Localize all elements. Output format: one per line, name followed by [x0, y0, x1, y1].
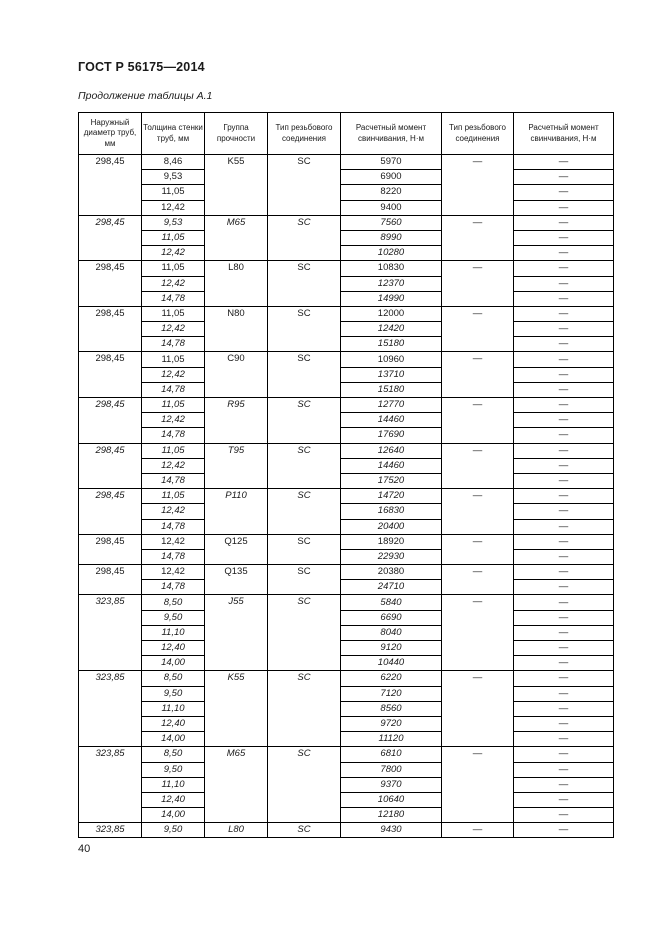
- cell-diameter: 298,45: [79, 261, 142, 307]
- cell-torque: 9370: [341, 777, 442, 792]
- cell-connection-2: —: [442, 443, 514, 489]
- cell-thickness: 12,42: [142, 565, 205, 580]
- cell-thickness: 12,42: [142, 246, 205, 261]
- cell-torque-2: —: [514, 428, 614, 443]
- table-row: [79, 656, 614, 671]
- table-row: [79, 777, 614, 792]
- table-row: [79, 382, 614, 397]
- cell-torque-2: —: [514, 276, 614, 291]
- header-makeup-torque-2: Расчетный момент свинчивания, Н·м: [514, 113, 614, 155]
- cell-torque: 5970: [341, 155, 442, 170]
- cell-torque-2: —: [514, 367, 614, 382]
- cell-torque: 10640: [341, 792, 442, 807]
- cell-torque: 9430: [341, 823, 442, 838]
- table-row: [79, 246, 614, 261]
- cell-connection-2: —: [442, 489, 514, 535]
- cell-torque: 17690: [341, 428, 442, 443]
- cell-thickness: 12,40: [142, 716, 205, 731]
- cell-diameter: 323,85: [79, 823, 142, 838]
- cell-connection: SC: [268, 595, 341, 671]
- header-outer-diameter: Наружный диаметр труб, мм: [79, 113, 142, 155]
- cell-torque-2: —: [514, 762, 614, 777]
- cell-torque-2: —: [514, 246, 614, 261]
- cell-torque-2: —: [514, 716, 614, 731]
- cell-connection: SC: [268, 565, 341, 595]
- cell-torque: 24710: [341, 580, 442, 595]
- cell-torque: 14460: [341, 413, 442, 428]
- cell-torque: 22930: [341, 549, 442, 564]
- header-strength-group: Группа прочности: [205, 113, 268, 155]
- cell-torque-2: —: [514, 489, 614, 504]
- table-header-row: [79, 113, 614, 155]
- cell-connection-2: —: [442, 398, 514, 444]
- cell-torque-2: —: [514, 337, 614, 352]
- cell-connection-2: —: [442, 671, 514, 747]
- cell-diameter: 298,45: [79, 306, 142, 352]
- cell-connection: SC: [268, 747, 341, 823]
- cell-thickness: 14,78: [142, 291, 205, 306]
- cell-torque-2: —: [514, 747, 614, 762]
- header-connection-type: Тип резьбового соединения: [268, 113, 341, 155]
- cell-grade: P110: [205, 489, 268, 535]
- cell-connection: SC: [268, 155, 341, 216]
- cell-connection: SC: [268, 443, 341, 489]
- cell-torque-2: —: [514, 534, 614, 549]
- table-row: [79, 823, 614, 838]
- cell-thickness: 12,42: [142, 413, 205, 428]
- cell-torque: 7800: [341, 762, 442, 777]
- cell-connection: SC: [268, 352, 341, 398]
- cell-torque: 7120: [341, 686, 442, 701]
- table-row: [79, 443, 614, 458]
- cell-thickness: 8,50: [142, 747, 205, 762]
- cell-torque-2: —: [514, 656, 614, 671]
- table-row: [79, 762, 614, 777]
- cell-thickness: 14,78: [142, 473, 205, 488]
- cell-torque-2: —: [514, 580, 614, 595]
- table-row: [79, 489, 614, 504]
- cell-torque: 20380: [341, 565, 442, 580]
- cell-torque: 9720: [341, 716, 442, 731]
- cell-torque: 6220: [341, 671, 442, 686]
- header-connection-type-2: Тип резьбового соединения: [442, 113, 514, 155]
- cell-torque: 8040: [341, 625, 442, 640]
- cell-grade: M65: [205, 747, 268, 823]
- cell-torque-2: —: [514, 306, 614, 321]
- table-row: [79, 155, 614, 170]
- cell-thickness: 14,00: [142, 732, 205, 747]
- cell-torque: 6900: [341, 170, 442, 185]
- cell-connection-2: —: [442, 747, 514, 823]
- cell-torque-2: —: [514, 808, 614, 823]
- cell-torque-2: —: [514, 215, 614, 230]
- cell-connection: SC: [268, 398, 341, 444]
- table-row: [79, 200, 614, 215]
- cell-thickness: 11,05: [142, 230, 205, 245]
- cell-thickness: 12,40: [142, 641, 205, 656]
- cell-torque-2: —: [514, 322, 614, 337]
- table-row: [79, 686, 614, 701]
- cell-torque-2: —: [514, 473, 614, 488]
- cell-thickness: 14,78: [142, 519, 205, 534]
- cell-thickness: 11,05: [142, 352, 205, 367]
- cell-torque-2: —: [514, 823, 614, 838]
- cell-connection-2: —: [442, 155, 514, 216]
- table-row: [79, 473, 614, 488]
- cell-thickness: 12,42: [142, 276, 205, 291]
- cell-torque: 15180: [341, 337, 442, 352]
- cell-thickness: 9,50: [142, 823, 205, 838]
- table-row: [79, 215, 614, 230]
- table-row: [79, 747, 614, 762]
- data-table: [78, 112, 614, 838]
- cell-diameter: 298,45: [79, 443, 142, 489]
- cell-torque: 14720: [341, 489, 442, 504]
- cell-torque: 12370: [341, 276, 442, 291]
- table-row: [79, 565, 614, 580]
- table-caption: Продолжение таблицы А.1: [78, 90, 213, 102]
- cell-torque-2: —: [514, 230, 614, 245]
- cell-grade: Q125: [205, 534, 268, 564]
- cell-diameter: 323,85: [79, 747, 142, 823]
- cell-torque: 13710: [341, 367, 442, 382]
- cell-thickness: 12,42: [142, 534, 205, 549]
- cell-connection: SC: [268, 306, 341, 352]
- table-row: [79, 276, 614, 291]
- table-row: [79, 504, 614, 519]
- cell-torque: 8220: [341, 185, 442, 200]
- cell-thickness: 14,78: [142, 549, 205, 564]
- cell-torque: 6810: [341, 747, 442, 762]
- cell-thickness: 11,10: [142, 625, 205, 640]
- table-row: [79, 808, 614, 823]
- table-row: [79, 291, 614, 306]
- cell-thickness: 11,05: [142, 261, 205, 276]
- cell-torque-2: —: [514, 732, 614, 747]
- cell-torque: 7560: [341, 215, 442, 230]
- cell-torque-2: —: [514, 200, 614, 215]
- cell-torque-2: —: [514, 458, 614, 473]
- cell-thickness: 12,42: [142, 367, 205, 382]
- cell-grade: L80: [205, 261, 268, 307]
- cell-torque-2: —: [514, 701, 614, 716]
- cell-torque-2: —: [514, 443, 614, 458]
- cell-torque-2: —: [514, 413, 614, 428]
- cell-diameter: 323,85: [79, 671, 142, 747]
- cell-torque-2: —: [514, 595, 614, 610]
- table-row: [79, 625, 614, 640]
- table-row: [79, 732, 614, 747]
- cell-torque-2: —: [514, 792, 614, 807]
- cell-connection: SC: [268, 215, 341, 261]
- cell-connection: SC: [268, 823, 341, 838]
- table-row: [79, 671, 614, 686]
- cell-connection-2: —: [442, 215, 514, 261]
- cell-connection-2: —: [442, 595, 514, 671]
- table-row: [79, 367, 614, 382]
- table-row: [79, 428, 614, 443]
- cell-torque: 10280: [341, 246, 442, 261]
- cell-thickness: 14,78: [142, 428, 205, 443]
- table-row: [79, 701, 614, 716]
- cell-torque-2: —: [514, 291, 614, 306]
- cell-thickness: 11,05: [142, 443, 205, 458]
- header-makeup-torque: Расчетный момент свинчивания, Н·м: [341, 113, 442, 155]
- cell-connection-2: —: [442, 306, 514, 352]
- header-wall-thickness: Толщина стенки труб, мм: [142, 113, 205, 155]
- cell-thickness: 11,05: [142, 185, 205, 200]
- cell-torque: 12640: [341, 443, 442, 458]
- table-row: [79, 261, 614, 276]
- cell-torque: 10440: [341, 656, 442, 671]
- cell-connection-2: —: [442, 352, 514, 398]
- cell-torque: 12420: [341, 322, 442, 337]
- cell-thickness: 14,00: [142, 656, 205, 671]
- cell-grade: L80: [205, 823, 268, 838]
- cell-diameter: 298,45: [79, 155, 142, 216]
- table-row: [79, 352, 614, 367]
- cell-thickness: 9,53: [142, 215, 205, 230]
- cell-thickness: 12,42: [142, 504, 205, 519]
- cell-thickness: 12,40: [142, 792, 205, 807]
- cell-torque-2: —: [514, 671, 614, 686]
- cell-thickness: 14,78: [142, 580, 205, 595]
- cell-thickness: 9,53: [142, 170, 205, 185]
- cell-grade: T95: [205, 443, 268, 489]
- cell-grade: K55: [205, 671, 268, 747]
- cell-thickness: 8,50: [142, 671, 205, 686]
- cell-torque-2: —: [514, 519, 614, 534]
- table-row: [79, 170, 614, 185]
- cell-thickness: 14,78: [142, 337, 205, 352]
- cell-thickness: 11,10: [142, 701, 205, 716]
- cell-connection-2: —: [442, 823, 514, 838]
- cell-torque: 10830: [341, 261, 442, 276]
- cell-grade: C90: [205, 352, 268, 398]
- cell-grade: N80: [205, 306, 268, 352]
- cell-torque-2: —: [514, 504, 614, 519]
- cell-torque-2: —: [514, 777, 614, 792]
- table-row: [79, 230, 614, 245]
- cell-thickness: 14,00: [142, 808, 205, 823]
- table-row: [79, 580, 614, 595]
- cell-thickness: 14,78: [142, 382, 205, 397]
- cell-torque: 20400: [341, 519, 442, 534]
- cell-connection-2: —: [442, 565, 514, 595]
- cell-torque-2: —: [514, 686, 614, 701]
- cell-thickness: 9,50: [142, 686, 205, 701]
- standard-title: ГОСТ Р 56175—2014: [78, 60, 205, 74]
- cell-torque-2: —: [514, 625, 614, 640]
- cell-thickness: 11,05: [142, 306, 205, 321]
- cell-torque: 11120: [341, 732, 442, 747]
- cell-diameter: 323,85: [79, 595, 142, 671]
- cell-torque: 9120: [341, 641, 442, 656]
- cell-torque-2: —: [514, 261, 614, 276]
- cell-torque: 12180: [341, 808, 442, 823]
- cell-torque-2: —: [514, 155, 614, 170]
- table-row: [79, 413, 614, 428]
- cell-connection-2: —: [442, 534, 514, 564]
- cell-connection: SC: [268, 534, 341, 564]
- cell-torque: 12770: [341, 398, 442, 413]
- table-row: [79, 610, 614, 625]
- cell-diameter: 298,45: [79, 534, 142, 564]
- cell-torque-2: —: [514, 398, 614, 413]
- cell-grade: M65: [205, 215, 268, 261]
- cell-torque-2: —: [514, 185, 614, 200]
- cell-diameter: 298,45: [79, 352, 142, 398]
- cell-thickness: 9,50: [142, 610, 205, 625]
- cell-torque: 14990: [341, 291, 442, 306]
- cell-torque-2: —: [514, 382, 614, 397]
- table-row: [79, 534, 614, 549]
- cell-torque: 15180: [341, 382, 442, 397]
- cell-thickness: 12,42: [142, 458, 205, 473]
- cell-torque-2: —: [514, 641, 614, 656]
- table-row: [79, 716, 614, 731]
- cell-diameter: 298,45: [79, 398, 142, 444]
- cell-torque-2: —: [514, 565, 614, 580]
- table-row: [79, 337, 614, 352]
- table-row: [79, 549, 614, 564]
- cell-thickness: 11,05: [142, 398, 205, 413]
- cell-torque: 14460: [341, 458, 442, 473]
- table-row: [79, 519, 614, 534]
- table-body: [79, 155, 614, 838]
- page-number: 40: [78, 843, 91, 855]
- cell-connection-2: —: [442, 261, 514, 307]
- cell-thickness: 11,05: [142, 489, 205, 504]
- cell-torque-2: —: [514, 610, 614, 625]
- cell-connection: SC: [268, 261, 341, 307]
- cell-connection: SC: [268, 489, 341, 535]
- cell-diameter: 298,45: [79, 215, 142, 261]
- table-row: [79, 185, 614, 200]
- cell-torque: 18920: [341, 534, 442, 549]
- table-row: [79, 322, 614, 337]
- cell-thickness: 8,50: [142, 595, 205, 610]
- table-row: [79, 458, 614, 473]
- cell-thickness: 9,50: [142, 762, 205, 777]
- table-row: [79, 306, 614, 321]
- table-row: [79, 641, 614, 656]
- cell-thickness: 8,46: [142, 155, 205, 170]
- cell-grade: Q135: [205, 565, 268, 595]
- cell-torque: 16830: [341, 504, 442, 519]
- cell-torque: 12000: [341, 306, 442, 321]
- cell-torque-2: —: [514, 352, 614, 367]
- cell-grade: J55: [205, 595, 268, 671]
- cell-thickness: 11,10: [142, 777, 205, 792]
- cell-grade: K55: [205, 155, 268, 216]
- cell-connection: SC: [268, 671, 341, 747]
- cell-torque-2: —: [514, 170, 614, 185]
- cell-torque: 5840: [341, 595, 442, 610]
- cell-torque: 6690: [341, 610, 442, 625]
- cell-diameter: 298,45: [79, 565, 142, 595]
- cell-torque: 10960: [341, 352, 442, 367]
- table-row: [79, 792, 614, 807]
- cell-thickness: 12,42: [142, 322, 205, 337]
- table-row: [79, 398, 614, 413]
- cell-diameter: 298,45: [79, 489, 142, 535]
- cell-torque: 8990: [341, 230, 442, 245]
- table-row: [79, 595, 614, 610]
- cell-thickness: 12,42: [142, 200, 205, 215]
- cell-grade: R95: [205, 398, 268, 444]
- cell-torque: 9400: [341, 200, 442, 215]
- cell-torque: 17520: [341, 473, 442, 488]
- cell-torque-2: —: [514, 549, 614, 564]
- cell-torque: 8560: [341, 701, 442, 716]
